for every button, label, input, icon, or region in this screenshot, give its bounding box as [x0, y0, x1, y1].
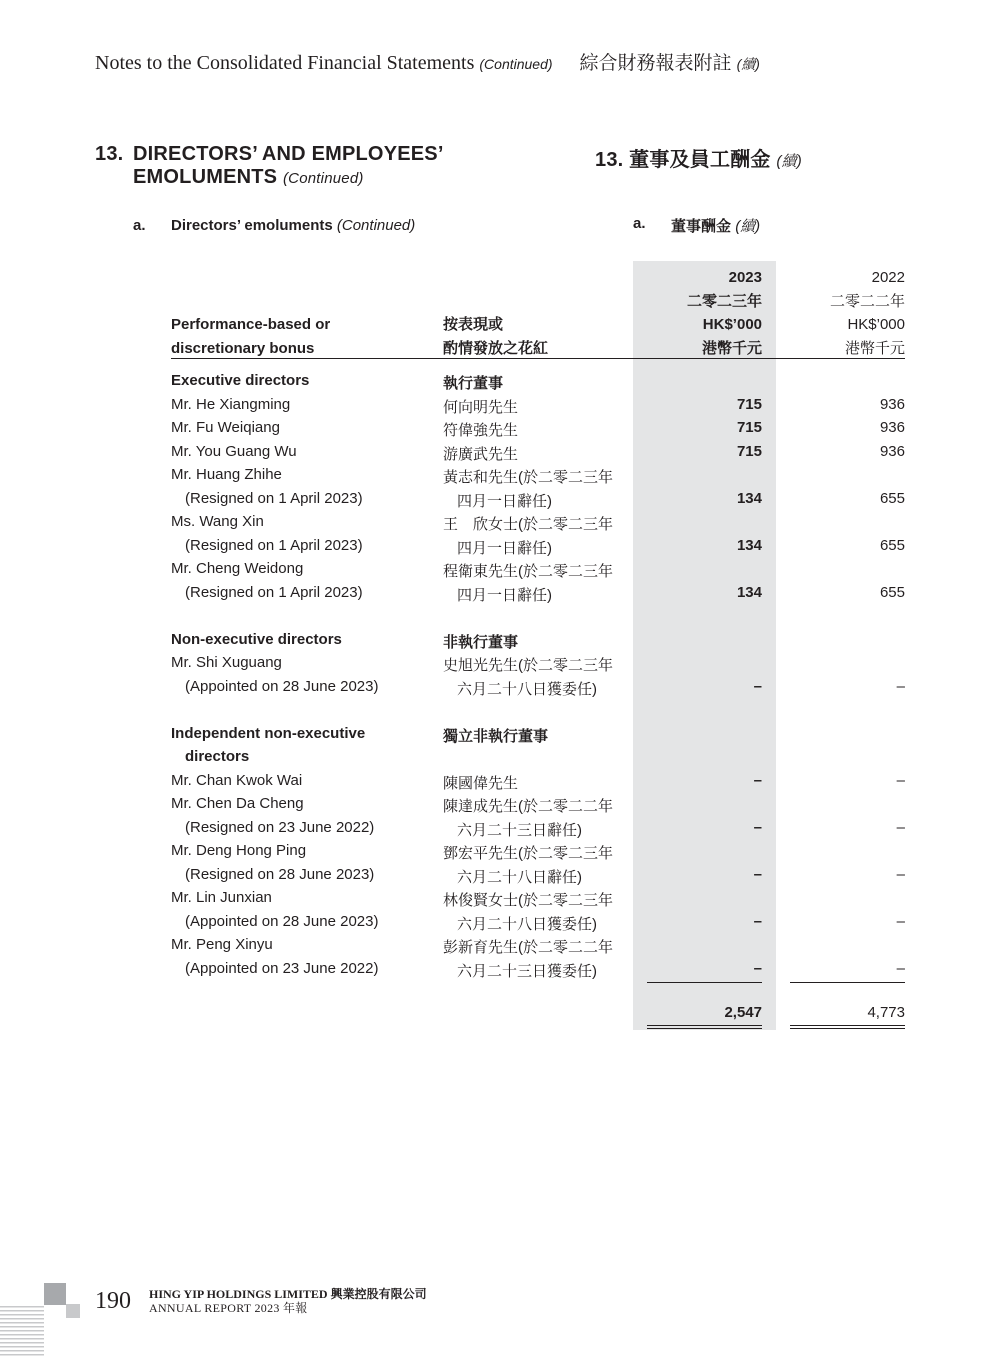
col2022-year: 2022 [871, 269, 905, 286]
row-label-en: directors [185, 748, 250, 765]
col2023-year-zh: 二零二三年 [686, 292, 762, 310]
running-title-en: Notes to the Consolidated Financial Statements [95, 52, 475, 74]
value-2023: 715 [736, 442, 762, 460]
row-label-en: (Appointed on 23 June 2022) [185, 959, 379, 977]
section-number: 13. [95, 143, 124, 165]
section-title-line1: DIRECTORS’ AND EMPLOYEES’ [133, 143, 444, 165]
table-header-zh-1: 按表現或 [443, 316, 504, 333]
section-continued-zh: (續) [776, 153, 802, 170]
running-continued-en: (Continued) [479, 56, 553, 72]
row-label-en: Mr. Peng Xinyu [171, 936, 273, 953]
row-label-zh: 符偉強先生 [443, 422, 519, 439]
row-label-en: (Resigned on 1 April 2023) [185, 536, 363, 554]
value-2022: 655 [879, 583, 905, 601]
row-label-zh: 陳國偉先生 [443, 774, 519, 792]
page-number: 190 [95, 1288, 131, 1314]
value-2023: – [753, 865, 762, 883]
table-header-en-1: Performance-based or [171, 316, 331, 333]
value-2023: 134 [736, 536, 762, 554]
col2022-unit: HK$’000 [847, 316, 905, 333]
total-double-rule-2023a [647, 1025, 762, 1026]
value-2022: 936 [879, 442, 905, 460]
header-rule [171, 358, 905, 359]
row-label-en: (Appointed on 28 June 2023) [185, 677, 379, 695]
subtotal-rule-2023 [647, 982, 762, 983]
row-label-zh: 六月二十三日獲委任) [457, 962, 597, 980]
subsection-label: a. [133, 217, 146, 234]
row-label-en: Mr. Fu Weiqiang [171, 419, 280, 436]
table-header-zh [443, 313, 548, 360]
row-label-zh: 非執行董事 [443, 633, 519, 651]
section-continued-en: (Continued) [282, 170, 364, 187]
row-label-zh: 四月一日辭任) [457, 586, 552, 604]
col2022-unit-zh: 港幣千元 [844, 339, 905, 357]
section-title-en-2: EMOLUMENTS [133, 166, 278, 188]
row-label-en: Mr. Huang Zhihe [171, 466, 282, 483]
table-header-en [171, 313, 330, 360]
value-2022: 936 [879, 395, 905, 413]
running-header [95, 48, 760, 75]
value-2023: 134 [736, 489, 762, 507]
value-2023: – [753, 818, 762, 836]
row-label-en: Non-executive directors [171, 630, 342, 648]
row-label-zh: 四月一日辭任) [457, 492, 552, 510]
row-label-zh: 程衛東先生(於二零二三年 [443, 563, 613, 580]
row-label-zh: 王 欣女士(於二零二三年 [443, 516, 613, 533]
value-2022: – [896, 959, 905, 977]
section-title-zh-text: 董事及員工酬金 [629, 149, 771, 171]
value-2023: 715 [736, 395, 762, 413]
column-header-2023 [687, 266, 762, 360]
row-label-en: Mr. Cheng Weidong [171, 560, 304, 577]
row-label-en: Independent non-executive [171, 724, 366, 742]
col2023-unit-zh: 港幣千元 [701, 339, 762, 357]
subsection-title-zh-text: 董事酬金 [671, 218, 732, 235]
total-2022: 4,773 [867, 1004, 905, 1021]
running-title-zh: 綜合財務報表附註 [579, 52, 732, 74]
row-label-en: (Appointed on 28 June 2023) [185, 912, 379, 930]
value-2023: – [753, 912, 762, 930]
subsection-label-zh: a. [633, 215, 646, 232]
row-label-zh: 六月二十三日辭任) [457, 821, 582, 839]
row-label-zh: 六月二十八日辭任) [457, 868, 582, 886]
row-label-en: Ms. Wang Xin [171, 513, 264, 530]
subsection-title-en: Directors’ emoluments [171, 217, 333, 234]
value-2022: 655 [879, 536, 905, 554]
row-label-en: (Resigned on 28 June 2023) [185, 865, 375, 883]
value-2022: – [896, 818, 905, 836]
running-continued-zh: (續) [736, 56, 760, 72]
section-number-zh: 13. [595, 149, 624, 171]
value-2022: – [896, 865, 905, 883]
col2023-unit: HK$’000 [702, 316, 762, 333]
value-2023: – [753, 959, 762, 977]
table-header-en-2: discretionary bonus [171, 339, 315, 357]
subsection-title [171, 217, 415, 234]
row-label-zh: 六月二十八日獲委任) [457, 680, 597, 698]
table-header-zh-2: 酌情發放之花紅 [443, 339, 549, 357]
value-2022: – [896, 912, 905, 930]
row-label-zh: 史旭光先生(於二零二三年 [443, 657, 613, 674]
value-2022: – [896, 771, 905, 789]
value-2023: – [753, 677, 762, 695]
row-label-en: Mr. Shi Xuguang [171, 654, 282, 671]
total-double-rule-2022b [790, 1028, 905, 1029]
row-label-en: Mr. Chen Da Cheng [171, 795, 304, 812]
row-label-zh: 黃志和先生(於二零二三年 [443, 469, 613, 486]
row-label-zh: 四月一日辭任) [457, 539, 552, 557]
row-label-zh: 林俊賢女士(於二零二三年 [443, 892, 613, 909]
subtotal-rule-2022 [790, 982, 905, 983]
value-2022: 655 [879, 489, 905, 507]
footer-company: HING YIP HOLDINGS LIMITED 興業控股有限公司 [149, 1287, 427, 1301]
row-label-zh: 六月二十八日獲委任) [457, 915, 597, 933]
value-2022: – [896, 677, 905, 695]
footer-report: ANNUAL REPORT 2023 年報 [149, 1301, 308, 1315]
row-label-zh: 何向明先生 [443, 398, 519, 416]
row-label-en: (Resigned on 23 June 2022) [185, 818, 375, 836]
total-double-rule-2022a [790, 1025, 905, 1026]
row-label-zh: 陳達成先生(於二零二二年 [443, 798, 613, 815]
column-header-2022 [830, 266, 905, 360]
row-label-zh: 獨立非執行董事 [443, 727, 549, 745]
row-label-zh: 鄧宏平先生(於二零二三年 [443, 845, 613, 862]
row-label-en: (Resigned on 1 April 2023) [185, 583, 363, 601]
row-label-en: Mr. Deng Hong Ping [171, 842, 307, 859]
subsection-continued-en: (Continued) [336, 217, 416, 234]
section-title-line2 [133, 166, 364, 189]
row-label-en: Mr. You Guang Wu [171, 442, 297, 460]
row-label-zh: 執行董事 [443, 375, 504, 392]
value-2023: 715 [736, 419, 762, 436]
section-title-zh [595, 143, 802, 172]
value-2023: – [753, 771, 762, 789]
row-label-en: Mr. Chan Kwok Wai [171, 771, 303, 789]
total-double-rule-2023b [647, 1028, 762, 1029]
row-label-en: Executive directors [171, 372, 310, 389]
subsection-continued-zh: (續) [735, 218, 761, 235]
row-label-zh: 彭新育先生(於二零二二年 [443, 939, 613, 956]
value-2023: 134 [736, 583, 762, 601]
value-2022: 936 [879, 419, 905, 436]
row-label-en: Mr. He Xiangming [171, 395, 291, 413]
col2022-year-zh: 二零二二年 [829, 292, 905, 310]
subsection-title-zh [671, 215, 760, 236]
row-label-zh: 游廣武先生 [443, 445, 519, 463]
total-2023: 2,547 [724, 1004, 762, 1021]
row-label-en: (Resigned on 1 April 2023) [185, 489, 363, 507]
row-label-en: Mr. Lin Junxian [171, 889, 272, 906]
col2023-year: 2023 [728, 269, 762, 286]
